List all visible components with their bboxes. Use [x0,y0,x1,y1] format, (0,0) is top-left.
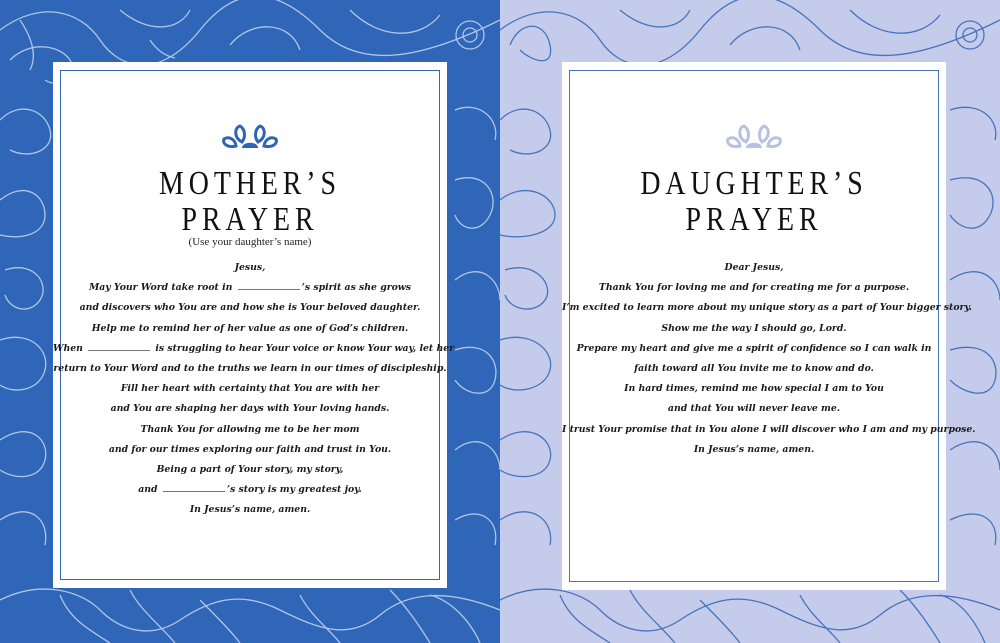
prayer-line: Being a part of Your story, my story, [156,464,344,476]
prayer-line: faith toward all You invite me to know and do. [634,363,874,375]
prayer-line: and ’s story is my greatest joy. [138,484,362,496]
prayer-line: and for our times exploring our faith and trust in You. [108,443,392,455]
page-title [597,166,912,238]
prayer-line: I’m excited to learn more about my unique story as a part of Your bigger story. [562,302,973,314]
fill-in-blank[interactable] [238,280,300,290]
prayer-line: return to Your Word and to the truths we learn in our times of discipleship. [53,363,447,375]
prayer-line: and that You will never leave me. [667,403,841,415]
fill-in-blank[interactable] [88,341,150,351]
fill-in-blank[interactable] [163,482,225,492]
prayer-line: Fill her heart with certainty that You are with her [120,383,380,395]
instruction-subtitle: (Use your daughter’s name) [188,236,312,248]
lotus-ornament-icon [220,122,280,150]
prayer-line: May Your Word take root in ’s spirit as she grows [88,282,412,294]
daughters-prayer-text [562,258,976,460]
title-line-1: MOTHER’S [159,165,341,202]
prayer-line: and discovers who You are and how she is Your beloved daughter. [79,302,421,314]
prayer-line: Show me the way I should go, Lord. [661,322,847,334]
title-line-1: DAUGHTER’S [640,165,868,202]
mothers-prayer-card [53,62,455,588]
right-page [500,0,1000,643]
title-line-2: PRAYER [181,201,319,238]
prayer-line: When is struggling to hear Your voice or know Your way, let her [53,342,455,354]
prayer-line: In hard times, remind me how special I am to You [624,383,884,395]
title-line-2: PRAYER [685,201,823,238]
prayer-line: Thank You for loving me and for creating me for a purpose. [598,282,910,294]
daughters-prayer-card [562,62,976,590]
prayer-line: and You are shaping her days with Your loving hands. [110,403,390,415]
prayer-line: In Jesus’s name, amen. [693,443,815,455]
prayer-line: In Jesus’s name, amen. [189,504,311,516]
prayer-line: Dear Jesus, [724,262,784,273]
mothers-prayer-text [53,258,455,521]
page-title [88,166,411,238]
prayer-line: I trust Your promise that in You alone I will discover who I am and my purpose. [562,423,976,435]
prayer-line: Prepare my heart and give me a spirit of confidence so I can walk in [576,342,932,354]
prayer-line: Jesus, [234,262,266,273]
prayer-line: Thank You for allowing me to be her mom [140,423,360,435]
prayer-line: Help me to remind her of her value as one of God’s children. [91,322,409,334]
lotus-ornament-icon [724,122,784,150]
